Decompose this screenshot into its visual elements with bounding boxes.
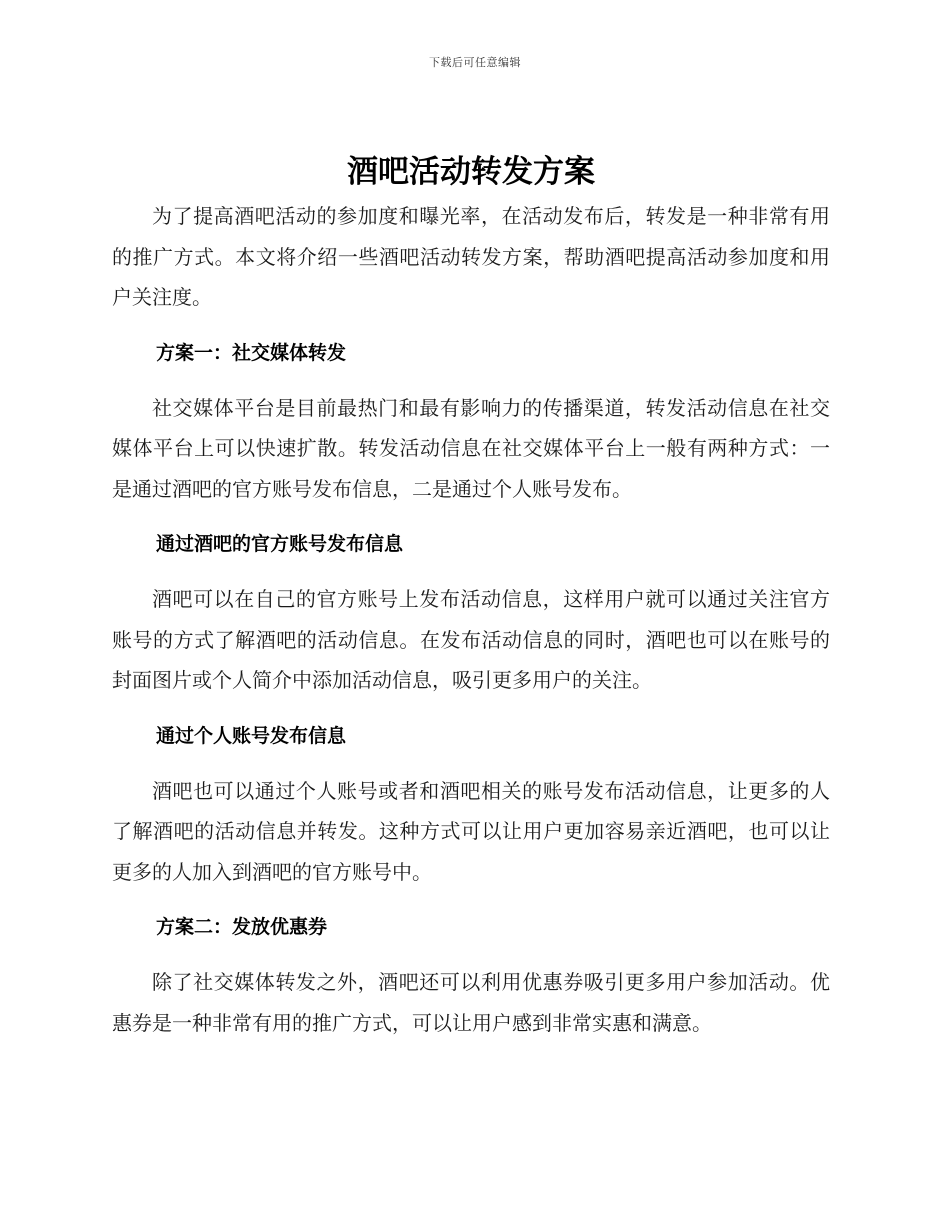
- header-note: 下载后可任意编辑: [429, 56, 521, 69]
- document-title: 酒吧活动转发方案: [347, 154, 595, 190]
- section1-heading: 方案一：社交媒体转发: [156, 341, 347, 364]
- document-body: [112, 148, 830, 1043]
- personal-account-heading: 通过个人账号发布信息: [156, 724, 347, 747]
- official-account-paragraph: 酒吧可以在自己的官方账号上发布活动信息，这样用户就可以通过关注官方账号的方式了解酒吧的活动信息。在发布活动信息的同时，酒吧也可以在账号的封面图片或个人简介中添加活动信息，吸引更多用户的关注。: [112, 587, 830, 692]
- section2-paragraph: 除了社交媒体转发之外，酒吧还可以利用优惠券吸引更多用户参加活动。优惠券是一种非常有用的推广方式，可以让用户感到非常实惠和满意。: [112, 970, 830, 1035]
- section1-paragraph: 社交媒体平台是目前最热门和最有影响力的传播渠道，转发活动信息在社交媒体平台上可以快速扩散。转发活动信息在社交媒体平台上一般有两种方式：一是通过酒吧的官方账号发布信息，二是通过个人账号发布。: [112, 395, 830, 501]
- personal-account-paragraph: 酒吧也可以通过个人账号或者和酒吧相关的账号发布活动信息，让更多的人了解酒吧的活动信息并转发。这种方式可以让用户更加容易亲近酒吧，也可以让更多的人加入到酒吧的官方账号中。: [112, 778, 830, 884]
- intro-paragraph: 为了提高酒吧活动的参加度和曝光率，在活动发布后，转发是一种非常有用的推广方式。本文将介绍一些酒吧活动转发方案，帮助酒吧提高活动参加度和用户关注度。: [112, 204, 830, 309]
- official-account-heading: 通过酒吧的官方账号发布信息: [156, 533, 404, 555]
- section2-heading: 方案二：发放优惠券: [156, 916, 328, 938]
